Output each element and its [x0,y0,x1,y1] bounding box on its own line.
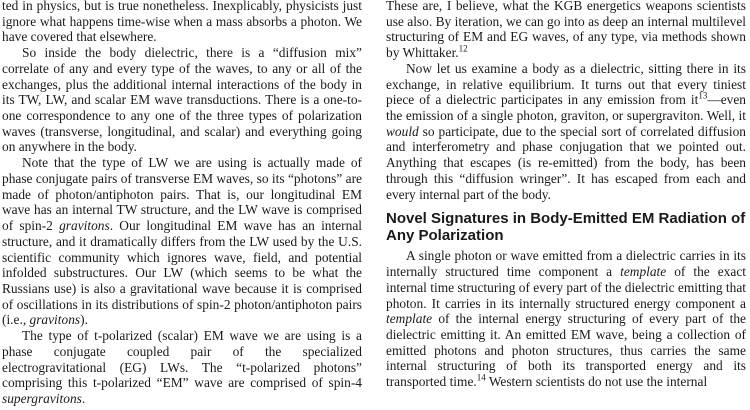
text-run: Note that the type of LW we are using is actually made of phase conjugate pairs of transverse EM waves, so its “photons” are made of photon/antiphoton pairs. That is, our longitudinal EM wave has an internal TW structure, and the LW wave is comprised of spin-2 [2,155,362,234]
paragraph [386,0,746,61]
text-run: . [81,390,86,406]
text-run: Now let us examine a body as a dielectric, sitting there in its exchange, in relative equilibrium. It turns out that every tiniest piece of a dielectric participates in any emission from it [386,60,746,108]
text-run: So inside the body dielectric, there is a “diffusion mix” correlate of any and every type of the waves, to any or all of the exchanges, plus the additional internal interactions of the body in its TW, LW, and scalar EM wave transductions. There is a one-to-one correspondence to any one of the three types of polarization waves (transverse, longitudinal, and scalar) and everything going on anywhere in the body. [2,45,362,155]
footnote-marker: 13 [698,90,708,101]
paragraph [2,155,362,328]
italic-run: template [620,264,667,280]
italic-run: gravitons [59,218,110,234]
italic-run: gravitons [29,312,81,328]
text-run: The type of t-polarized (scalar) EM wave we are using is a phase conjugate coupled pair of the specialized electrogravitational (EG) LWs. The “t-polarized photons” comprising this t-polarized “EM” wave are comprised of spin-4 [2,328,362,391]
text-run: —even the emission of a single photon, graviton, or supergraviton. Well, it [386,92,746,124]
text-run: of the internal energy structuring of every part of the dielectric emitting it. An emitted EM wave, being a collection of emitted photons and photon structures, thus carries the same internal structuring of both its transported energy and its transported time. [386,311,746,390]
paragraph [2,45,362,155]
italic-run: template [386,311,433,327]
right-column [386,0,746,390]
paragraph [386,61,746,202]
text-run: ). [80,312,88,328]
section-heading [386,210,746,244]
italic-run: would [386,123,419,139]
paragraph [2,328,362,407]
italic-run: supergravitons [2,390,82,406]
text-run: of the exact internal time structuring of every part of the dielectric emitting that photon. It carries in its internally structured energy component a [386,264,746,311]
left-column [2,0,362,407]
text-run: . Our longitudinal EM wave has an internal structure, and it dramatically differs from the LW used by the U.S. scientific community which ignores wave, field, and potential infolded substructures. Our LW (which seems to be what the Russians use) is also a gravitational wave because it is comprised of oscillations in its distributions of spin-2 photon/antiphoton pairs (i.e., [2,218,362,328]
text-run: These are, I believe, what the KGB energetics weapons scientists use also. By iteration, we can go into as deep an internal multilevel structuring of EM and EG waves, of any type, via methods shown by Whittaker. [386,0,746,61]
footnote-marker: 14 [476,372,486,383]
footnote-marker: 12 [458,43,468,54]
text-run: Novel Signatures in Body-Emitted EM Radiation of Any Polarization [386,210,746,245]
paragraph [386,248,746,389]
text-run: A single photon or wave emitted from a dielectric carries in its internally structured time component a [386,248,746,280]
text-run: Western scientists do not use the internal [485,374,708,390]
text-run: ted in physics, but is true nonetheless. Inexplicably, physicists just ignore what happens time-wise when a mass absorbs a photon. We have covered that elsewhere. [2,0,362,45]
text-run: so participate, due to the special sort of correlated diffusion and interferometry and phase conjugation that we pointed out. Anything that escapes (is re-emitted) from the body, has been through this “diffusion wringer”. It has escaped from each and every internal part of the body. [386,123,746,202]
paragraph [2,0,362,45]
